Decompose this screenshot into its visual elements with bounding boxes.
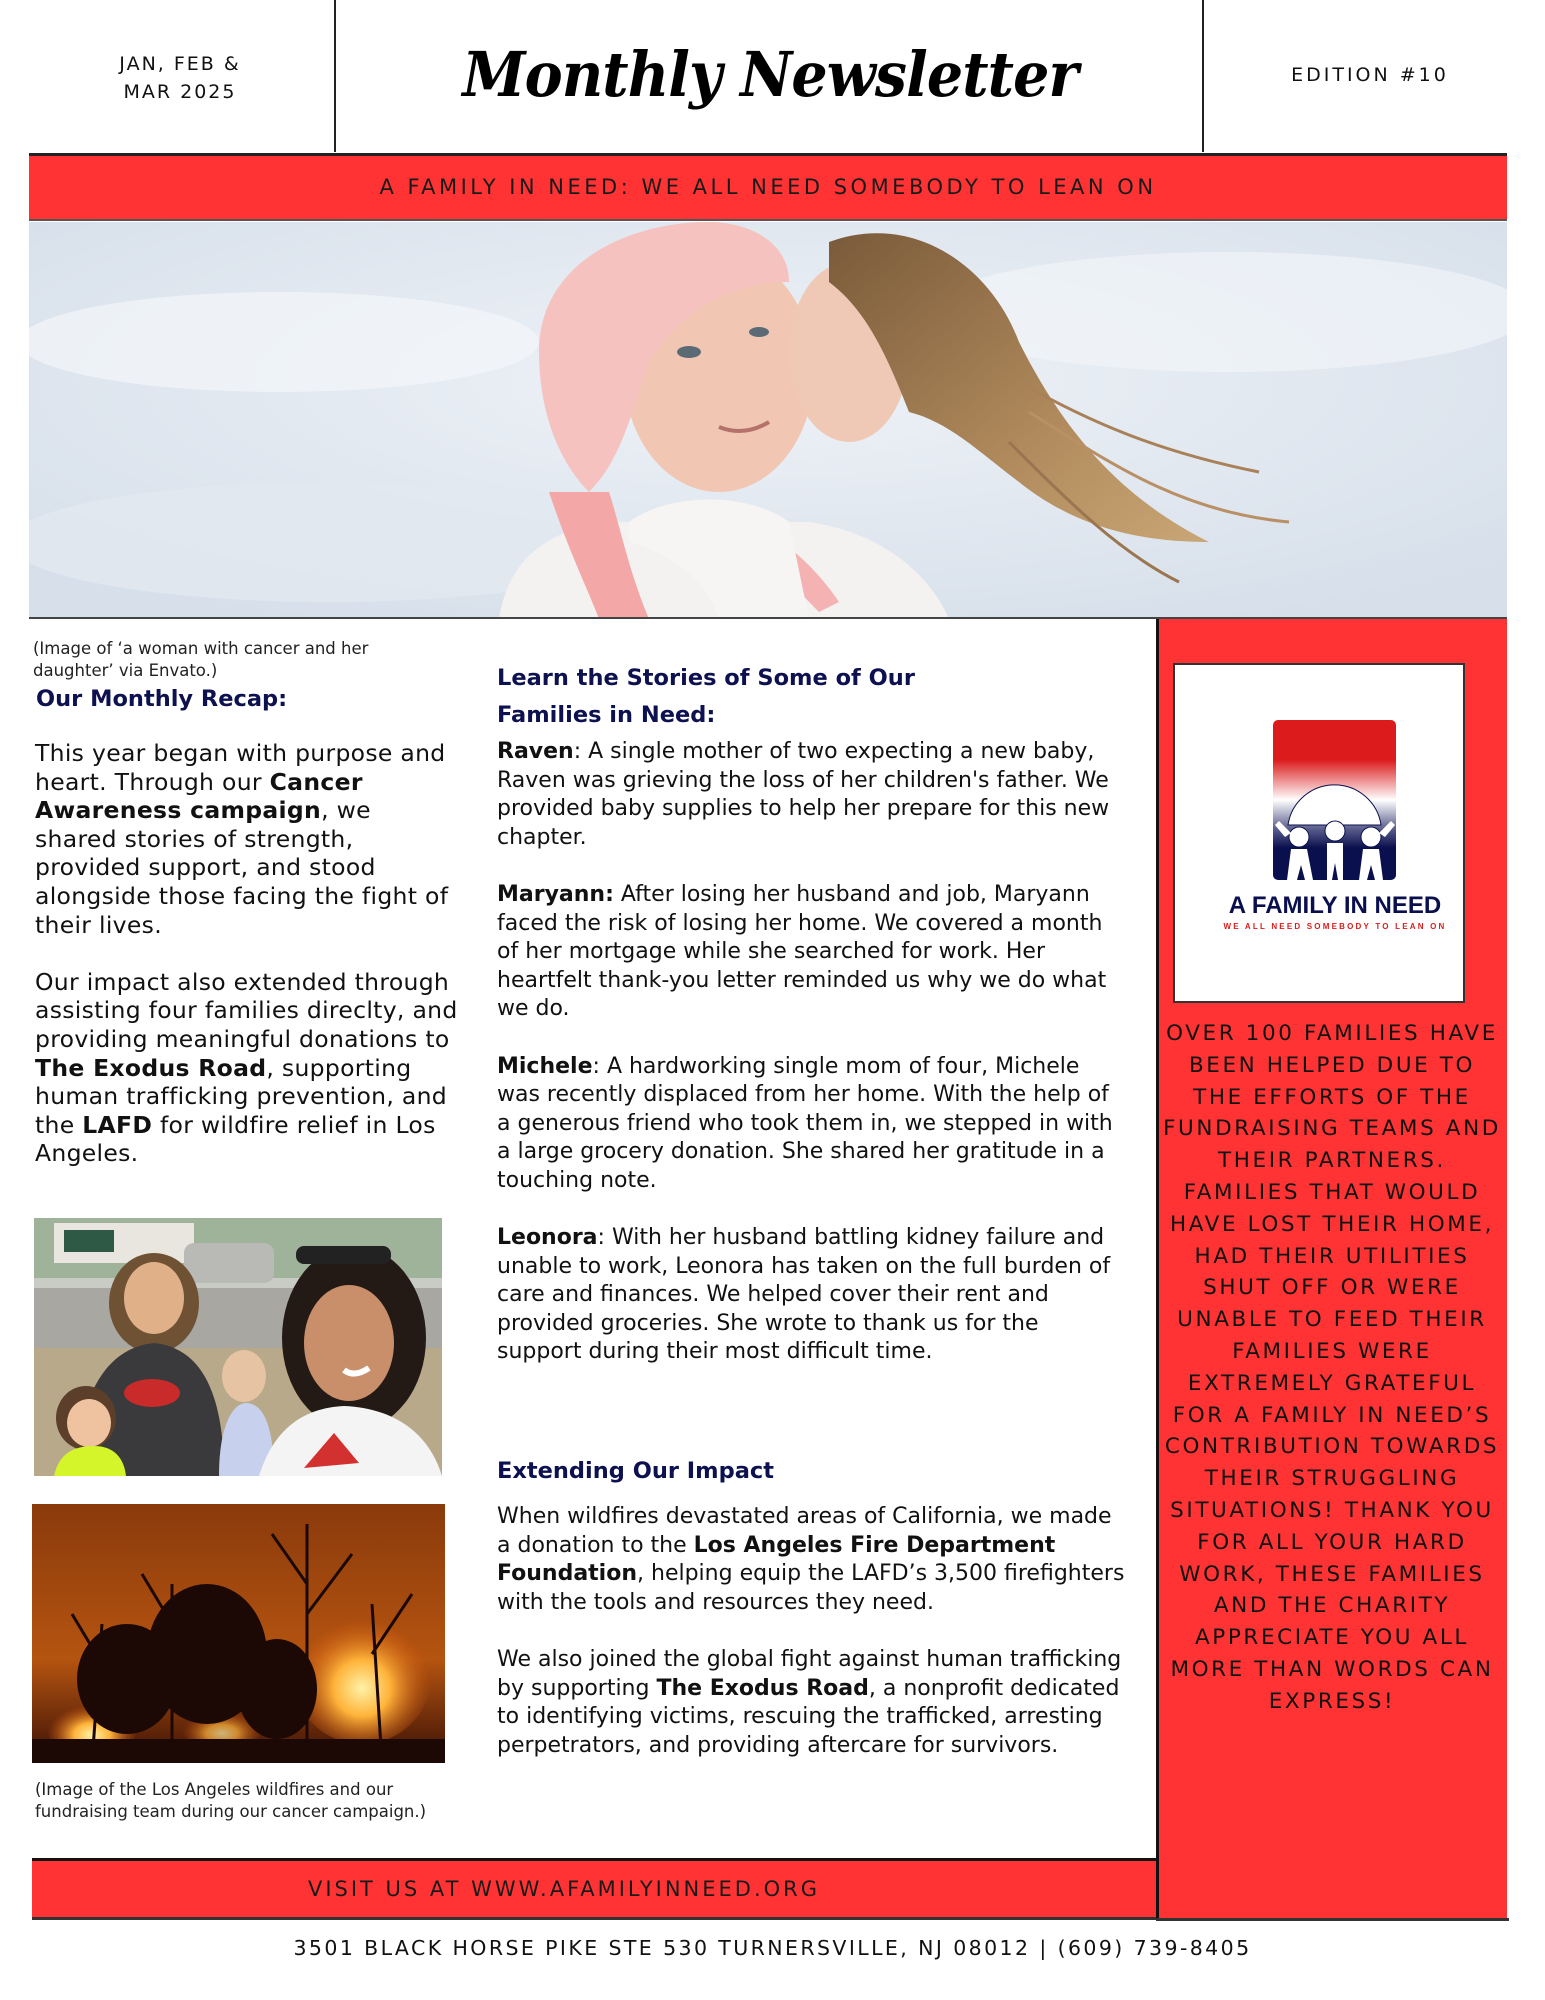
- logo-tagline: WE ALL NEED SOMEBODY TO LEAN ON: [1223, 922, 1447, 931]
- recap-heading: Our Monthly Recap:: [36, 686, 288, 712]
- emphasis-text: Los Angeles Fire Department Foundation: [497, 1532, 1056, 1587]
- story-name: Maryann:: [497, 881, 614, 907]
- hero-photo-illustration: [29, 222, 1507, 619]
- impact-sidebar-message: OVER 100 FAMILIES HAVE BEEN HELPED DUE TO THE EFFORTS OF THE FUNDRAISING TEAMS AND THEIR PARTNERS. FAMILIES THAT WOULD HAVE LOST THEIR HOME, HAD THEIR UTILITIES SHUT OFF OR WERE UNABLE TO FEED THEIR FAMILIES WERE EXTREMELY GRATEFUL FOR A FAMILY IN NEED’S CONTRIBUTION TOWARDS THEIR STRUGGLING SITUATIONS! THANK YOU FOR ALL YOUR HARD WORK, THESE FAMILIES AND THE CHARITY APPRECIATE YOU ALL MORE THAN WORDS CAN EXPRESS!: [1163, 1021, 1501, 1714]
- emphasis-text: The Exodus Road: [35, 1053, 267, 1082]
- photos-caption: (Image of the Los Angeles wildfires and our fundraising team during our cancer campaign.): [35, 1780, 427, 1821]
- wildfire-photo-illustration: [32, 1504, 445, 1763]
- header-divider-right: [1202, 0, 1204, 152]
- emphasis-text: Cancer Awareness campaign: [35, 767, 363, 825]
- issue-date-line2: MAR 2025: [123, 81, 237, 103]
- impact-heading: Extending Our Impact: [497, 1458, 774, 1484]
- team-photo-illustration: [34, 1218, 442, 1476]
- wildfire-photo: [32, 1504, 445, 1763]
- body-text: , we shared stories of strength, provided support, and stood alongside those facing the fight of their lives.: [35, 796, 449, 939]
- impact-body: [497, 1503, 1127, 1789]
- stories-heading: Learn the Stories of Some of Our Families in Need:: [497, 665, 915, 728]
- tagline-banner-text: A FAMILY IN NEED: WE ALL NEED SOMEBODY TO LEAN ON: [379, 175, 1157, 199]
- story-maryann: [497, 881, 1127, 1024]
- story-name: Raven: [497, 739, 574, 764]
- body-text: This year began with purpose and heart. Through our: [35, 739, 446, 796]
- story-text: A hardworking single mom of four, Michele was recently displaced from her home. With the help of a generous friend who took them in, we stepped in with a large grocery donation. She shared her gratitude in a touching note.: [497, 1053, 1113, 1193]
- impact-paragraph-1: [497, 1503, 1127, 1617]
- story-text: A single mother of two expecting a new baby, Raven was grieving the loss of her children's father. We provided baby supplies to help her prepare for this new chapter.: [497, 739, 1110, 850]
- footer-rule: [1156, 1918, 1509, 1921]
- story-michele: Michele: A hardworking single mom of four, Michele was recently displaced from her home. With the help of a generous friend who took them in, we stepped in with a large grocery donation. She shared her gratitude in a touching note.: [497, 1053, 1113, 1193]
- logo-name: A FAMILY IN NEED: [1228, 892, 1442, 919]
- story-name: Michele: [497, 1053, 593, 1079]
- edition-label: EDITION #10: [1291, 64, 1449, 86]
- impact-paragraph-2: [497, 1646, 1127, 1760]
- emphasis-text: The Exodus Road: [656, 1675, 869, 1701]
- story-raven: Raven: A single mother of two expecting a new baby, Raven was grieving the loss of her children's father. We provided baby supplies to help her prepare for this new chapter.: [497, 739, 1110, 850]
- body-text: for wildfire relief in Los Angeles.: [35, 1110, 436, 1168]
- tagline-banner: [29, 153, 1507, 221]
- hero-caption: (Image of ‘a woman with cancer and her daughter’ via Envato.): [33, 639, 369, 680]
- body-text: , supporting human trafficking prevention, and the: [35, 1053, 447, 1139]
- website-banner[interactable]: [32, 1858, 1156, 1920]
- story-name: Leonora: [497, 1225, 598, 1251]
- recap-paragraph-2: [35, 968, 460, 1168]
- header-divider-left: [334, 0, 336, 152]
- newsletter-title: Monthly Newsletter: [462, 38, 1078, 111]
- story-leonora: Leonora: With her husband battling kidney failure and unable to work, Leonora has taken on the full burden of care and finances. We helped cover their rent and provided groceries. She wrote to thank us for the support during their most difficult time.: [497, 1225, 1111, 1365]
- body-text: Our impact also extended through assisting four families direclty, and providing meaningful donations to: [35, 967, 458, 1053]
- stories-list: [497, 738, 1127, 1396]
- website-link[interactable]: VISIT US AT WWW.AFAMILYINNEED.ORG: [307, 1877, 821, 1901]
- recap-paragraph-1: [35, 739, 460, 939]
- emphasis-text: LAFD: [82, 1110, 153, 1139]
- issue-date: [60, 50, 300, 106]
- hero-photo: [29, 222, 1507, 619]
- logo-card: [1173, 663, 1465, 1003]
- family-logo: [1175, 665, 1463, 1001]
- issue-date-line1: JAN, FEB &: [119, 53, 241, 75]
- body-text: When wildfires devastated areas of California, we made a donation to the: [497, 1504, 1112, 1558]
- body-text: , helping equip the LAFD’s 3,500 firefighters with the tools and resources they need.: [497, 1561, 1125, 1615]
- contact-address: 3501 BLACK HORSE PIKE STE 530 TURNERSVILLE, NJ 08012 | (609) 739-8405: [293, 1936, 1252, 1960]
- body-text: We also joined the global fight against human trafficking by supporting: [497, 1646, 1122, 1701]
- body-text: , a nonprofit dedicated to identifying victims, rescuing the trafficked, arresting perpetrators, and providing aftercare for survivors.: [497, 1675, 1120, 1758]
- recap-body: [35, 739, 460, 1197]
- story-text: After losing her husband and job, Maryann faced the risk of losing her home. We covered a month of her mortgage while she searched for work. Her heartfelt thank-you letter reminded us why we do what we do.: [497, 881, 1107, 1022]
- team-photo: [34, 1218, 442, 1476]
- story-text: With her husband battling kidney failure and unable to work, Leonora has taken on the full burden of care and finances. We helped cover their rent and provided groceries. She wrote to thank us for the support during their most difficult time.: [497, 1225, 1111, 1365]
